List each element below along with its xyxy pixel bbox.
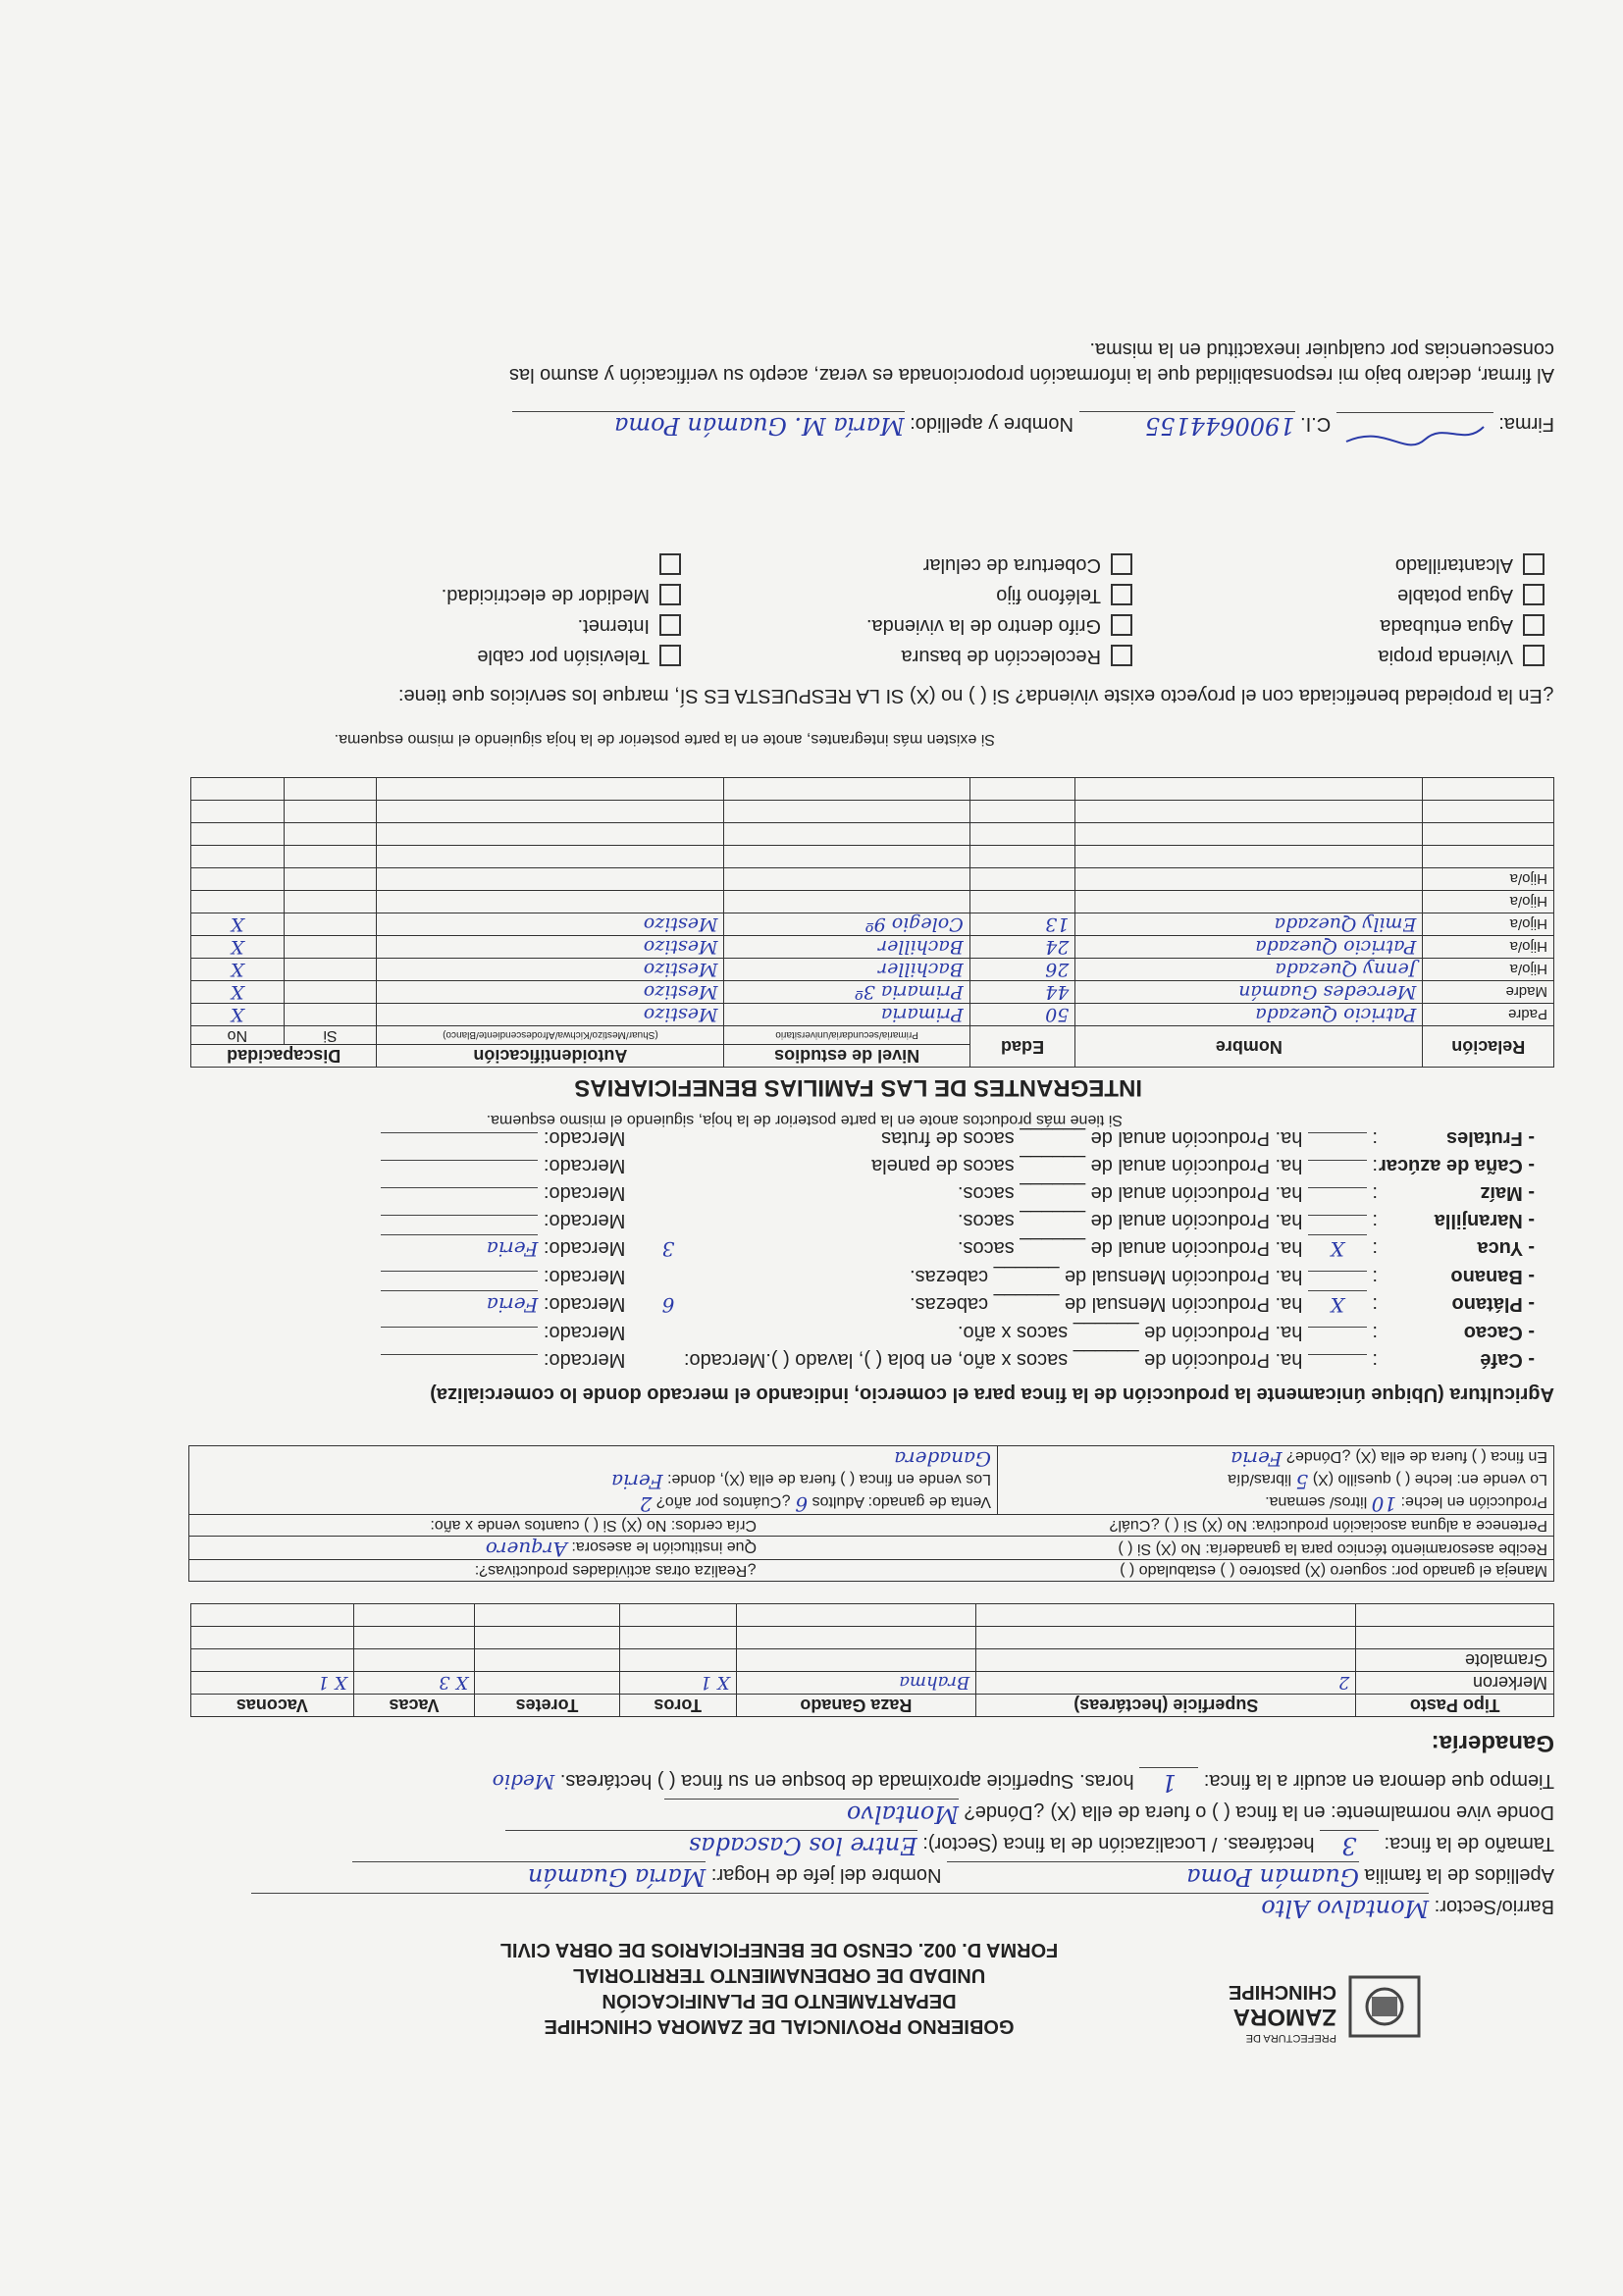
header-line-3: UNIDAD DE ORDENAMIENTO TERRITORIAL [572, 1964, 986, 1986]
member-edad-cell[interactable] [969, 868, 1075, 891]
ganaderia-cell[interactable]: X 3 [353, 1672, 474, 1695]
ganaderia-col: Vaconas [191, 1695, 354, 1717]
member-nombre-cell[interactable]: Emily Quezada [1075, 913, 1423, 936]
ganaderia-cell[interactable] [619, 1604, 736, 1627]
servicios-question: ¿En la propiedad beneficiada con el proyecto existe vivienda? Si ( ) no (X) SI LA RESPUESTA ES SÍ, marque los servicios que tiene: [397, 685, 1554, 706]
checkbox-icon[interactable] [659, 584, 681, 605]
quesillo-field[interactable]: 5 [1295, 1470, 1309, 1493]
barrio-label: Barrio/Sector: [1434, 1896, 1554, 1917]
quesillo-unit: libras/día [1228, 1471, 1292, 1487]
member-auto-cell[interactable] [377, 846, 724, 868]
asesoramiento-text: Recibe asesoramiento técnico para la ganadería: No (X) Si ( ) [1118, 1540, 1547, 1557]
ganaderia-cell[interactable]: Brahma [736, 1672, 976, 1695]
member-si-cell[interactable] [284, 846, 377, 868]
member-edad-cell[interactable]: 26 [969, 959, 1075, 981]
ganaderia-cell[interactable] [353, 1604, 474, 1627]
member-nivel-cell[interactable] [724, 801, 969, 823]
member-auto-cell[interactable]: Mestizo [377, 936, 724, 959]
ganaderia-col: Vacas [353, 1695, 474, 1717]
crop-row: - Cacao: ha. Producción de ______ sacos x año.Mercado: [190, 1319, 1535, 1346]
checkbox-icon[interactable] [1111, 614, 1132, 636]
ganaderia-cell[interactable]: Gramalote [1356, 1649, 1554, 1672]
crop-mercado-field[interactable] [381, 1215, 538, 1216]
agricultura-list [190, 1124, 1535, 1374]
member-relacion-cell: Hijo/a [1423, 891, 1554, 913]
leche-text: Producción en leche: [1400, 1493, 1547, 1510]
checkbox-icon[interactable] [1111, 645, 1132, 666]
mercado-label: Mercado: [543, 1155, 626, 1176]
tiempo-field[interactable]: 1 [1139, 1767, 1198, 1798]
member-nivel-cell[interactable]: Primaria [724, 1004, 969, 1026]
member-nombre-cell[interactable] [1075, 801, 1423, 823]
member-si-cell[interactable] [284, 913, 377, 936]
donde-field[interactable]: Montalvo [664, 1799, 959, 1829]
integrantes-table [190, 777, 1554, 1068]
ganaderia-col: Raza Ganado [736, 1695, 976, 1717]
member-relacion-cell [1423, 801, 1554, 823]
member-no-cell[interactable] [191, 823, 285, 846]
col-relacion: Relación [1423, 1026, 1554, 1068]
servicios-grid [269, 553, 1544, 667]
member-nivel-cell[interactable] [724, 823, 969, 846]
checkbox-icon[interactable] [1111, 553, 1132, 575]
signature-image[interactable] [1336, 412, 1493, 451]
tiempo-rest: horas. Superficie aproximada de bosque en su finca ( ) hectáreas. [559, 1770, 1134, 1792]
member-no-cell[interactable] [191, 891, 285, 913]
ganaderia-cell[interactable]: 2 [976, 1672, 1356, 1695]
crop-row: - Banano: ha. Producción Mensual de ______ cabezas.Mercado: [190, 1263, 1535, 1290]
crop-name: Café [1480, 1349, 1523, 1371]
member-edad-cell[interactable] [969, 846, 1075, 868]
member-no-cell[interactable] [191, 868, 285, 891]
crop-mercado-field[interactable] [381, 1187, 538, 1188]
member-edad-cell[interactable]: 24 [969, 936, 1075, 959]
tamano-label: Tamaño de la finca: [1384, 1833, 1554, 1854]
member-row [191, 936, 1554, 959]
service-label: Medidor de electricidad. [441, 585, 650, 606]
member-edad-cell[interactable] [969, 891, 1075, 913]
ganaderia-cell[interactable] [191, 1604, 354, 1627]
member-relacion-cell: Hijo/a [1423, 868, 1554, 891]
ganaderia-row [191, 1627, 1554, 1649]
signature-scribble-icon [1336, 418, 1493, 451]
crop-ha-field[interactable] [1308, 1132, 1367, 1133]
service-label: Cobertura de celular [922, 554, 1101, 576]
crop-mercado-field[interactable] [381, 1160, 538, 1161]
member-relacion-cell [1423, 823, 1554, 846]
service-label: Agua entubada [1380, 615, 1513, 637]
crop-row: - Frutales: ha. Producción anual de ______ sacos de frutasMercado: [190, 1124, 1535, 1152]
crop-mercado-field[interactable] [381, 1327, 538, 1328]
crop-row: - Caña de azúcar: ha. Producción anual de ______ sacos de panelaMercado: [190, 1152, 1535, 1179]
col-auto: Autoidentificación [377, 1045, 724, 1068]
cerdos-text: Cría cerdos: No (X) Si ( ) cuantos vende x año: [430, 1517, 757, 1534]
member-edad-cell[interactable] [969, 778, 1075, 801]
member-auto-cell[interactable] [377, 891, 724, 913]
member-auto-cell[interactable] [377, 801, 724, 823]
crop-row: - Maíz: ha. Producción anual de ______ sacos.Mercado: [190, 1179, 1535, 1207]
sub-nivel: Primaria/secundaria/universitario [724, 1026, 969, 1045]
member-row [191, 846, 1554, 868]
ganaderia-cell[interactable] [736, 1649, 976, 1672]
service-item[interactable] [269, 614, 681, 637]
header-line-1: GOBIERNO PROVINCIAL DE ZAMORA CHINCHIPE [544, 2015, 1015, 2037]
member-si-cell[interactable] [284, 823, 377, 846]
header-line-2: DEPARTAMENTO DE PLANIFICACIÓN [602, 1990, 957, 2011]
ganaderia-cell[interactable] [619, 1627, 736, 1649]
col-discapacidad: Discapacidad [191, 1045, 377, 1068]
en-finca-field[interactable]: Feria [1230, 1447, 1283, 1471]
checkbox-icon[interactable] [659, 614, 681, 636]
tamano-unit: hectáreas. [1223, 1833, 1315, 1854]
crop-name: Naranjilla [1434, 1210, 1523, 1231]
service-item[interactable] [269, 553, 681, 576]
sub-auto: (Shuar/Mestizo/Kichwa/Afrodescendiente/Blanco) [377, 1026, 724, 1045]
ganaderia-row [191, 1604, 1554, 1627]
checkbox-icon[interactable] [659, 553, 681, 575]
ganaderia-cell[interactable] [976, 1604, 1356, 1627]
member-nivel-cell[interactable]: Colegio 9º [724, 913, 969, 936]
crop-name: Maíz [1480, 1182, 1523, 1204]
ganaderia-cell[interactable] [976, 1627, 1356, 1649]
member-row [191, 778, 1554, 801]
member-auto-cell[interactable] [377, 778, 724, 801]
member-relacion-cell: Hijo/a [1423, 936, 1554, 959]
ganaderia-col: Superficie (hectáreas) [976, 1695, 1356, 1717]
member-edad-cell[interactable]: 44 [969, 981, 1075, 1004]
general-section: Barrio/Sector: Montalvo Alto Apellidos de la familia Guamán Poma Nombre del jefe de Hogar: María Guamán Tamaño de la finca: 3 hectáreas. / Localización de la finca (Sector): Entre los Cascadas Donde vive normalmente: en la finca ( ) o fuera de ella (X) ¿Dónde? Montalvo Tiempo que demora en acudir a la finca: 1 horas. Superficie aproximada de bosque en su finca ( ) hectáreas. Medio [200, 1766, 1554, 1923]
institucion-field[interactable]: Arquero [485, 1538, 567, 1561]
member-nombre-cell[interactable] [1075, 868, 1423, 891]
maneja-text: Maneja el ganado por: soguero (X) pastoreo ( ) estabulado ( ) [1120, 1562, 1547, 1579]
vive-text: Donde vive normalmente: en la finca ( ) o fuera de ella (X) [1050, 1801, 1554, 1823]
mercado-label: Mercado: [543, 1237, 626, 1259]
cuantos-ano-text: ¿Cuántos por año? [655, 1493, 791, 1510]
ganaderia-row [191, 1672, 1554, 1695]
ganaderia-cell[interactable] [1356, 1604, 1554, 1627]
crop-mercado-field[interactable]: Feria [381, 1290, 538, 1319]
member-relacion-cell: Padre [1423, 1004, 1554, 1026]
member-nombre-cell[interactable] [1075, 823, 1423, 846]
crop-ha-field[interactable]: X [1308, 1290, 1367, 1319]
member-nombre-cell[interactable]: Jenny Quezada [1075, 959, 1423, 981]
member-si-cell[interactable] [284, 778, 377, 801]
leche-unit: litros/ semana. [1265, 1493, 1368, 1510]
member-no-cell[interactable] [191, 778, 285, 801]
localizacion-field[interactable]: Entre los Cascadas [505, 1830, 917, 1860]
crop-text: ha. Producción Mensual de ______ cabezas. [910, 1293, 1303, 1315]
member-nivel-cell[interactable]: Bachiller [724, 959, 969, 981]
crop-row: - Naranjilla: ha. Producción anual de ______ sacos.Mercado: [190, 1207, 1535, 1234]
checkbox-icon[interactable] [1111, 584, 1132, 605]
member-edad-cell[interactable]: 50 [969, 1004, 1075, 1026]
checkbox-icon[interactable] [1523, 645, 1544, 666]
service-item[interactable] [681, 614, 1132, 637]
header-titles [387, 1937, 1172, 2039]
member-no-cell[interactable]: X [191, 959, 285, 981]
member-auto-cell[interactable]: Mestizo [377, 981, 724, 1004]
crop-text: ha. Producción anual de ______ sacos. [957, 1237, 1303, 1259]
crop-ha-field[interactable] [1308, 1327, 1367, 1328]
col-nombre: Nombre [1075, 1026, 1423, 1068]
mercado-label: Mercado: [543, 1322, 626, 1343]
member-row [191, 1004, 1554, 1026]
checkbox-icon[interactable] [1523, 553, 1544, 575]
crop-mercado-field[interactable]: Feria [381, 1234, 538, 1263]
otras-text: ¿Realiza otras actividades productivas?: [474, 1562, 757, 1579]
crop-name: Plátano [1451, 1293, 1523, 1315]
checkbox-icon[interactable] [1523, 614, 1544, 636]
ganaderia-cell[interactable] [736, 1604, 976, 1627]
ci-field[interactable]: 1900644155 [1079, 411, 1295, 440]
service-item[interactable] [681, 553, 1132, 576]
service-item[interactable] [681, 645, 1132, 667]
crop-ha-field[interactable] [1308, 1187, 1367, 1188]
member-row [191, 981, 1554, 1004]
crop-name: Banano [1450, 1266, 1523, 1287]
crop-mercado-field[interactable] [381, 1132, 538, 1133]
ganaderia-cell[interactable]: Merkeron [1356, 1672, 1554, 1695]
member-relacion-cell [1423, 846, 1554, 868]
service-label: Recolección de basura [901, 646, 1101, 667]
member-si-cell[interactable] [284, 868, 377, 891]
donde-label: ¿Dónde? [964, 1801, 1045, 1823]
mercado-label: Mercado: [543, 1293, 626, 1315]
crop-name: Caña de azúcar [1379, 1155, 1523, 1176]
member-relacion-cell: Hijo/a [1423, 959, 1554, 981]
header-line-4: FORMA D. 002. CENSO DE BENEFICIARIOS DE OBRA CIVIL [499, 1939, 1059, 1960]
member-si-cell[interactable] [284, 936, 377, 959]
integrantes-title: INTEGRANTES DE LAS FAMILIAS BENEFICIARIAS [574, 1074, 1142, 1101]
crop-name: Cacao [1463, 1322, 1523, 1343]
ganaderia-cell[interactable] [475, 1604, 620, 1627]
crop-ha-field[interactable] [1308, 1271, 1367, 1272]
vende-bosque-field[interactable]: Feria [611, 1470, 663, 1493]
ganaderia-cell[interactable] [976, 1649, 1356, 1672]
apellidos-label: Apellidos de la familia [1364, 1864, 1554, 1886]
member-si-cell[interactable] [284, 981, 377, 1004]
crop-ha-field[interactable] [1308, 1160, 1367, 1161]
nombre-label: Nombre y apellido: [910, 413, 1073, 435]
venta-adultos-text: Venta de ganado: Adultos [812, 1493, 991, 1510]
member-nivel-cell[interactable] [724, 778, 969, 801]
cuantos-ano-field[interactable]: 2 [639, 1492, 653, 1516]
member-row [191, 891, 1554, 913]
member-no-cell[interactable]: X [191, 981, 285, 1004]
ganaderia-cell[interactable] [191, 1627, 354, 1649]
ganaderia-cell[interactable] [1356, 1627, 1554, 1649]
service-item[interactable] [269, 584, 681, 606]
service-item[interactable] [681, 584, 1132, 606]
mercado-label: Mercado: [543, 1210, 626, 1231]
mercado-label: Mercado: [543, 1349, 626, 1371]
crop-text: ha. Producción de ______ sacos x año. [957, 1322, 1303, 1343]
crop-text: ha. Producción de ______ sacos x año, en bola ( ), lavado ( ).Mercado: [683, 1349, 1303, 1371]
member-auto-cell[interactable] [377, 823, 724, 846]
service-label: Televisión por cable [477, 646, 650, 667]
member-si-cell[interactable] [284, 891, 377, 913]
sub-si: Si [284, 1026, 377, 1045]
jefe-label: Nombre del jefe de Hogar: [710, 1864, 942, 1886]
ganaderia-cell[interactable] [191, 1649, 354, 1672]
service-label: Grifo dentro de la vivienda. [865, 615, 1101, 637]
crop-row: - Yuca: X ha. Producción anual de ______ sacos.3Mercado: Feria [190, 1234, 1535, 1263]
member-no-cell[interactable]: X [191, 913, 285, 936]
ganaderia-cell[interactable] [353, 1649, 474, 1672]
localizacion-label: Localización de la finca (Sector): [922, 1833, 1207, 1854]
crop-text: ha. Producción anual de ______ sacos de frutas [881, 1127, 1303, 1149]
member-row [191, 913, 1554, 936]
member-nombre-cell[interactable] [1075, 846, 1423, 868]
tiempo-text: Tiempo que demora en acudir a la finca: [1203, 1770, 1554, 1792]
member-edad-cell[interactable]: 13 [969, 913, 1075, 936]
member-nombre-cell[interactable] [1075, 778, 1423, 801]
service-item[interactable] [1132, 584, 1544, 606]
ganaderia-cell[interactable] [353, 1627, 474, 1649]
firma-label: Firma: [1498, 413, 1554, 435]
service-item[interactable] [269, 645, 681, 667]
crop-mercado-field[interactable] [381, 1354, 538, 1355]
ganadera-field[interactable]: Ganadera [894, 1447, 991, 1471]
member-no-cell[interactable]: X [191, 1004, 285, 1026]
en-finca-text: En finca ( ) fuera de ella (X) ¿Dónde? [1286, 1448, 1547, 1465]
jefe-field[interactable]: María Guamán [352, 1861, 706, 1892]
service-item[interactable] [1132, 614, 1544, 637]
member-no-cell[interactable]: X [191, 936, 285, 959]
ci-label: C.I. [1300, 413, 1332, 435]
member-auto-cell[interactable]: Mestizo [377, 1004, 724, 1026]
service-item[interactable] [1132, 553, 1544, 576]
member-nivel-cell[interactable] [724, 891, 969, 913]
member-relacion-cell [1423, 778, 1554, 801]
col-nivel: Nivel de estudios [724, 1045, 969, 1068]
prefecture-seal-icon [1338, 1967, 1427, 2046]
venta-adultos-field[interactable]: 6 [795, 1492, 809, 1516]
member-nivel-cell[interactable] [724, 868, 969, 891]
mercado-label: Mercado: [543, 1182, 626, 1204]
mercado-label: Mercado: [543, 1127, 626, 1149]
crop-text: ha. Producción anual de ______ sacos de panela [871, 1155, 1303, 1176]
ganaderia-details [188, 1445, 1554, 1582]
ganaderia-cell[interactable] [736, 1627, 976, 1649]
member-edad-cell[interactable] [969, 801, 1075, 823]
member-si-cell[interactable] [284, 801, 377, 823]
sub-no: No [191, 1026, 285, 1045]
vende-leche-text: Lo vende en: leche ( ) quesillo (X) [1312, 1471, 1547, 1487]
ganaderia-col: Toros [619, 1695, 736, 1717]
crop-text: ha. Producción anual de ______ sacos. [957, 1182, 1303, 1204]
agricultura-title: Agricultura (Ubique únicamente la producción de la finca para el comercio, indicando el mercado donde lo comercializa) [430, 1383, 1554, 1405]
crop-row: - Café: ha. Producción de ______ sacos x año, en bola ( ), lavado ( ).Mercado:Mercado: [190, 1346, 1535, 1374]
member-no-cell[interactable] [191, 801, 285, 823]
member-nombre-cell[interactable]: Patricio Quezada [1075, 1004, 1423, 1026]
vende-bosque-text: Los vende en finca ( ) fuera de ella (X), donde: [667, 1471, 991, 1487]
logo [1181, 1967, 1427, 2046]
service-label: Internet. [577, 615, 650, 637]
nombre-field[interactable]: María M. Guamán Poma [512, 411, 905, 440]
service-item[interactable] [1132, 645, 1544, 667]
crop-name: Yuca [1477, 1237, 1524, 1259]
apellidos-field[interactable]: Guamán Poma [947, 1861, 1359, 1892]
ganaderia-cell[interactable]: X 1 [191, 1672, 354, 1695]
crop-qty-field[interactable]: 6 [661, 1293, 675, 1317]
member-nombre-cell[interactable] [1075, 891, 1423, 913]
service-label: Agua potable [1397, 585, 1513, 606]
logo-sub-text: CHINCHIPE [1228, 1981, 1336, 2003]
member-row [191, 868, 1554, 891]
member-auto-cell[interactable]: Mestizo [377, 959, 724, 981]
crop-ha-field[interactable] [1308, 1354, 1367, 1355]
integrantes-note: Si existen más integrantes, anote en la parte posterior de la hoja siguiendo el mismo esquema. [334, 731, 995, 748]
member-relacion-cell: Hijo/a [1423, 913, 1554, 936]
service-label: Alcantarillado [1394, 554, 1513, 576]
ganaderia-table [190, 1603, 1554, 1717]
logo-main-text: ZAMORA [1232, 2004, 1336, 2030]
ganaderia-title: Ganadería: [1431, 1730, 1554, 1756]
ganaderia-cell[interactable]: X 1 [619, 1672, 736, 1695]
member-row [191, 959, 1554, 981]
barrio-field[interactable]: Montalvo Alto [251, 1893, 1429, 1923]
ganaderia-col: Toretes [475, 1695, 620, 1717]
member-auto-cell[interactable]: Mestizo [377, 913, 724, 936]
declaracion-text: Al firmar, declaro bajo mi responsabilidad que la información proporcionada es veraz, acepto su verificación y asumo las consecuencias por cualquier inexactitud en la misma. [509, 339, 1554, 386]
member-nivel-cell[interactable] [724, 846, 969, 868]
member-row [191, 823, 1554, 846]
member-relacion-cell: Madre [1423, 981, 1554, 1004]
ganaderia-cell[interactable] [619, 1649, 736, 1672]
tamano-field[interactable]: 3 [1320, 1830, 1379, 1860]
member-si-cell[interactable] [284, 959, 377, 981]
col-edad: Edad [969, 1026, 1075, 1068]
member-nivel-cell[interactable]: Primaria 3º [724, 981, 969, 1004]
crop-mercado-field[interactable] [381, 1271, 538, 1272]
mercado-label: Mercado: [543, 1266, 626, 1287]
member-nombre-cell[interactable]: Patricio Quezada [1075, 936, 1423, 959]
checkbox-icon[interactable] [1523, 584, 1544, 605]
member-auto-cell[interactable] [377, 868, 724, 891]
crop-text: ha. Producción Mensual de ______ cabezas. [910, 1266, 1303, 1287]
service-label: Vivienda propia [1378, 646, 1513, 667]
crop-ha-field[interactable] [1308, 1215, 1367, 1216]
crop-row: - Plátano: X ha. Producción Mensual de ______ cabezas.6Mercado: Feria [190, 1290, 1535, 1319]
leche-field[interactable]: 10 [1371, 1492, 1397, 1516]
asociacion-text: Pertenece a alguna asociación productiva: No (X) Si ( ) ¿Cuál? [1109, 1517, 1547, 1534]
ganaderia-row [191, 1649, 1554, 1672]
checkbox-icon[interactable] [659, 645, 681, 666]
agricultura-note: Si tiene más productos anote en la parte posterior de la hoja, siguiendo el mismo esquema. [486, 1112, 1123, 1128]
member-si-cell[interactable] [284, 1004, 377, 1026]
ganaderia-cell[interactable] [475, 1672, 620, 1695]
crop-ha-field[interactable]: X [1308, 1234, 1367, 1263]
member-edad-cell[interactable] [969, 823, 1075, 846]
member-nombre-cell[interactable]: Mercedes Guamán [1075, 981, 1423, 1004]
institucion-text: Que institución le asesora: [571, 1539, 757, 1555]
crop-name: Frutales [1445, 1127, 1523, 1149]
member-nivel-cell[interactable]: Bachiller [724, 936, 969, 959]
service-label: Teléfono fijo [996, 585, 1101, 606]
ganaderia-cell[interactable] [475, 1649, 620, 1672]
member-no-cell[interactable] [191, 846, 285, 868]
crop-text: ha. Producción anual de ______ sacos. [957, 1210, 1303, 1231]
logo-top-text: PREFECTURA DE [1245, 2032, 1336, 2044]
member-row [191, 801, 1554, 823]
crop-qty-field[interactable]: 3 [661, 1237, 675, 1261]
firma-section [190, 411, 1554, 451]
ganaderia-cell[interactable] [475, 1627, 620, 1649]
ganaderia-col: Tipo Pasto [1356, 1695, 1554, 1717]
tiempo-note: Medio [492, 1770, 555, 1794]
